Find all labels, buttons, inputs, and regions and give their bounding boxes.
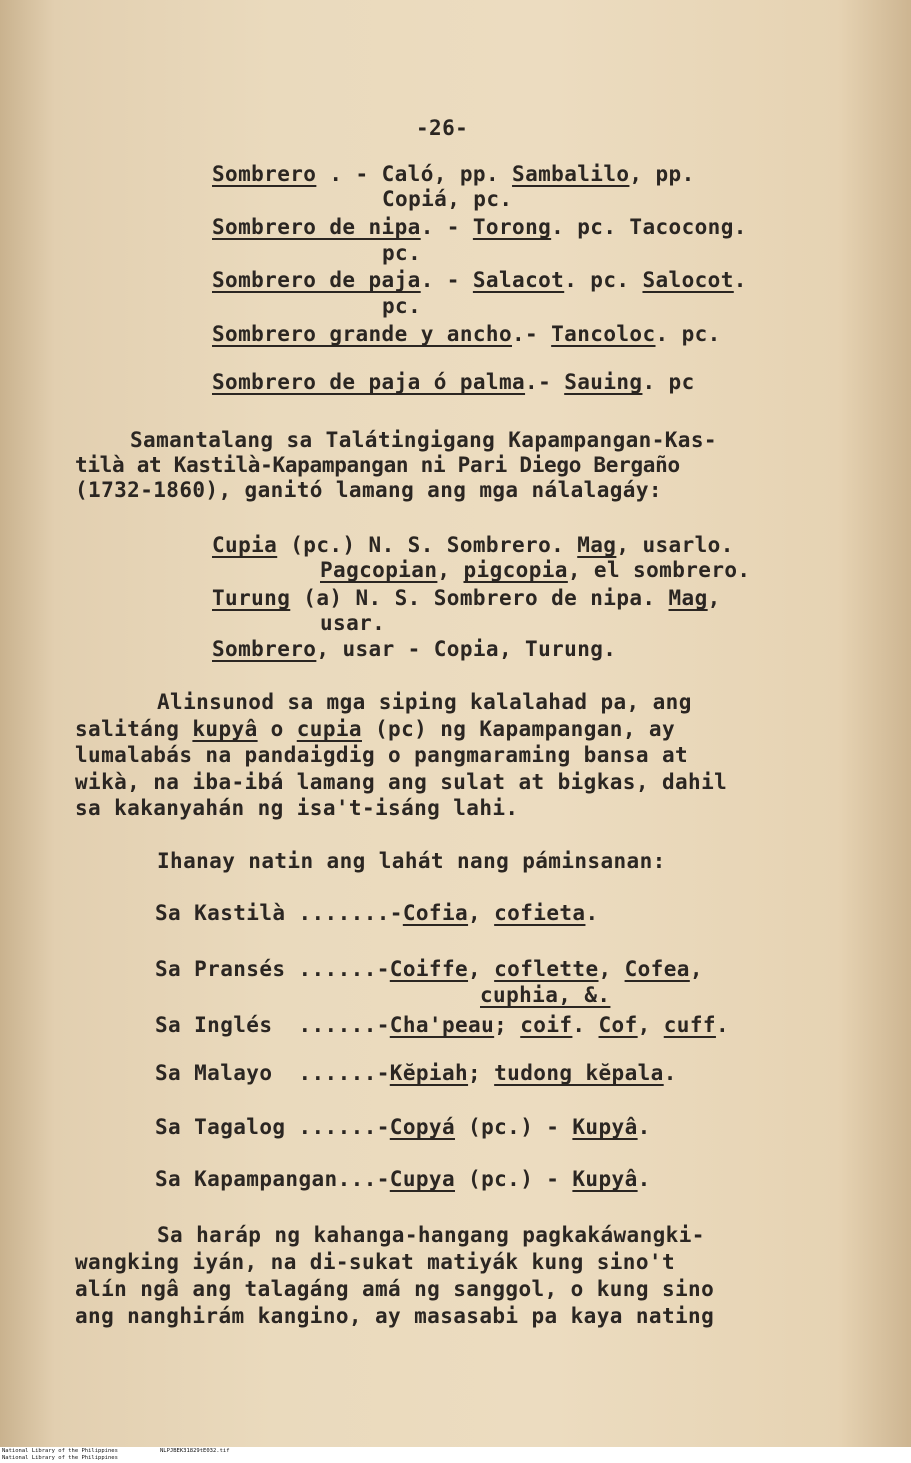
paragraph-text: salitáng	[75, 717, 193, 741]
entry-sep: . pc.	[564, 268, 643, 292]
entry-value: Salacot	[472, 268, 565, 292]
entry-sep: .-	[512, 322, 552, 346]
language-word: cuphia, &.	[480, 983, 611, 1007]
entry-sep: , pp.	[433, 162, 513, 186]
entry-line	[212, 322, 721, 346]
scan-footer	[0, 1447, 911, 1463]
language-word: Cofea	[624, 957, 690, 981]
paragraph-term: cupia	[296, 717, 362, 741]
entry-line	[212, 268, 747, 292]
entry-head: Sombrero de paja ó palma	[212, 370, 526, 394]
paragraph-line: Samantalang sa Talátingigang Kapampangan-Kas-	[130, 428, 717, 452]
paragraph-line: wikà, na iba-ibá lamang ang sulat at bigkas, dahil	[75, 770, 728, 794]
dictionary-text: , usarlo.	[616, 533, 734, 557]
entry-sep: . -	[420, 268, 473, 292]
paragraph-line: lumalabás na pandaigdig o pangmaraming bansa at	[75, 743, 689, 767]
entry-value: Sambalilo	[512, 162, 630, 186]
entry-continuation: pc.	[382, 241, 422, 265]
language-word: Kupyâ	[572, 1115, 638, 1139]
language-sep: .	[637, 1167, 651, 1191]
language-word: Cupya	[389, 1167, 455, 1191]
language-sep: ,	[468, 957, 495, 981]
paragraph-line: sa kakanyahán ng isa't-isáng lahi.	[75, 796, 519, 820]
language-label: Sa Kastilà .......-	[155, 901, 403, 925]
paragraph-line	[75, 717, 675, 741]
dictionary-text: , el sombrero.	[567, 558, 751, 582]
dictionary-line	[320, 558, 750, 582]
entry-head: Sombrero de paja	[212, 268, 421, 292]
language-word: Kĕpiah	[389, 1061, 469, 1085]
language-word: Cof	[598, 1013, 638, 1037]
entry-sep: . -	[420, 215, 473, 239]
dictionary-head: Sombrero	[212, 637, 317, 661]
language-row	[480, 983, 610, 1007]
dictionary-term: pigcopia	[463, 558, 568, 582]
entry-sep: .	[733, 268, 747, 292]
footer-library: National Library of the Philippines	[2, 1455, 118, 1461]
language-label: Sa Pransés ......-	[155, 957, 390, 981]
dictionary-text: ,	[707, 586, 721, 610]
list-intro: Ihanay natin ang lahát nang páminsanan:	[157, 849, 666, 873]
language-word: cofieta	[494, 901, 586, 925]
entry-sep: .-	[525, 370, 565, 394]
dictionary-head: Turung	[212, 586, 291, 610]
language-word: Cha'peau	[389, 1013, 495, 1037]
dictionary-text: (a) N. S. Sombrero de nipa.	[290, 586, 669, 610]
entry-head: Sombrero de nipa	[212, 215, 421, 239]
language-word: cuff	[663, 1013, 716, 1037]
dictionary-text: , usar - Copia, Turung.	[316, 637, 617, 661]
language-row	[155, 901, 599, 925]
dictionary-term: Pagcopian	[320, 558, 438, 582]
dictionary-text: ,	[437, 558, 464, 582]
language-row	[155, 1115, 651, 1139]
dictionary-line: usar.	[320, 611, 386, 635]
language-row	[155, 957, 703, 981]
language-sep: (pc.) -	[455, 1115, 573, 1139]
entry-continuation: Copiá, pc.	[382, 187, 513, 211]
language-word: Cofia	[402, 901, 469, 925]
paragraph-text: o	[257, 717, 297, 741]
language-sep: ,	[637, 1013, 664, 1037]
paragraph-term: kupyâ	[192, 717, 258, 741]
paragraph-line: wangking iyán, na di-sukat matiyák kung sino't	[75, 1250, 675, 1274]
dictionary-line	[212, 533, 734, 557]
language-word: Coiffe	[389, 957, 469, 981]
entry-sep: . pc.	[655, 322, 721, 346]
language-sep: ,	[689, 957, 703, 981]
entry-sep: . pc.	[551, 215, 630, 239]
entry-sep: , pp.	[629, 162, 695, 186]
language-sep: .	[585, 901, 599, 925]
entry-line	[212, 215, 747, 239]
language-label: Sa Kapampangan...-	[155, 1167, 390, 1191]
paragraph-line: alín ngâ ang talagáng amá ng sanggol, o kung sino	[75, 1277, 715, 1301]
entry-head: Sombrero grande y ancho	[212, 322, 512, 346]
paragraph-line: (1732-1860), ganitó lamang ang mga nálalagáy:	[75, 478, 662, 502]
entry-value: Sauing	[564, 370, 643, 394]
entry-value: Torong	[472, 215, 552, 239]
footer-filename: NLPJBEK31829tE032.tif	[160, 1448, 230, 1454]
language-sep: ,	[468, 901, 495, 925]
entry-sep: .	[733, 215, 747, 239]
language-sep: ;	[494, 1013, 521, 1037]
entry-line	[212, 370, 695, 394]
entry-sep: . -	[316, 162, 382, 186]
paragraph-line: tilà at Kastilà-Kapampangan ni Pari Diego Bergaño	[75, 453, 680, 477]
language-sep: .	[637, 1115, 651, 1139]
entry-sep: . pc	[642, 370, 695, 394]
entry-value: Salocot	[642, 268, 734, 292]
language-word: tudong kĕpala	[494, 1061, 664, 1085]
page-number: -26-	[416, 116, 469, 140]
entry-value: Tancoloc	[551, 322, 656, 346]
language-sep: ,	[598, 957, 625, 981]
dictionary-term: Mag	[668, 586, 708, 610]
language-sep: (pc.) -	[455, 1167, 573, 1191]
paragraph-line: ang nanghirám kangino, ay masasabi pa kaya nating	[75, 1304, 715, 1328]
language-sep: ;	[468, 1061, 495, 1085]
language-sep: .	[715, 1013, 729, 1037]
language-word: Kupyâ	[572, 1167, 638, 1191]
paragraph-text: (pc) ng Kapampangan, ay	[361, 717, 676, 741]
dictionary-text: (pc.) N. S. Sombrero.	[277, 533, 578, 557]
language-label: Sa Tagalog ......-	[155, 1115, 390, 1139]
language-sep: .	[572, 1013, 599, 1037]
language-word: coflette	[494, 957, 599, 981]
entry-continuation: pc.	[382, 294, 422, 318]
language-sep: .	[663, 1061, 677, 1085]
language-word: coif	[520, 1013, 573, 1037]
language-row	[155, 1061, 677, 1085]
dictionary-line	[212, 637, 616, 661]
entry-line	[212, 162, 695, 186]
dictionary-term: Mag	[577, 533, 617, 557]
footer-library: National Library of the Philippines	[2, 1448, 118, 1454]
paragraph-line: Sa haráp ng kahanga-hangang pagkakáwangki-	[157, 1223, 705, 1247]
entry-value: Caló	[381, 162, 434, 186]
language-label: Sa Malayo ......-	[155, 1061, 390, 1085]
language-row	[155, 1167, 651, 1191]
language-word: Copyá	[389, 1115, 455, 1139]
paragraph-line: Alinsunod sa mga siping kalalahad pa, ang	[157, 690, 692, 714]
language-row	[155, 1013, 729, 1037]
dictionary-line	[212, 586, 721, 610]
entry-value: Tacocong	[629, 215, 734, 239]
dictionary-head: Cupia	[212, 533, 278, 557]
entry-head: Sombrero	[212, 162, 317, 186]
language-label: Sa Inglés ......-	[155, 1013, 390, 1037]
